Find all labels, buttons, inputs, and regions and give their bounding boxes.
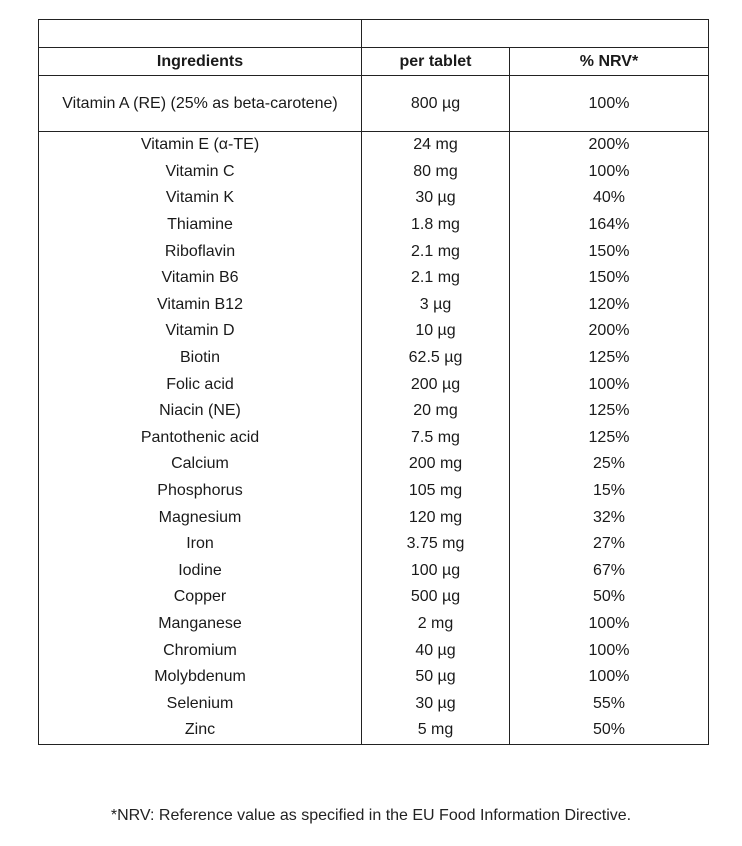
ingredient-cell: Thiamine <box>39 212 362 239</box>
table-row <box>39 318 709 345</box>
table-row <box>39 292 709 319</box>
table-row <box>39 398 709 425</box>
table-row <box>39 717 709 744</box>
per-tablet-cell: 20 mg <box>362 398 510 425</box>
per-tablet-cell: 2.1 mg <box>362 265 510 292</box>
table-row <box>39 345 709 372</box>
per-tablet-cell: 2 mg <box>362 611 510 638</box>
table-header-row <box>39 48 709 76</box>
table-row <box>39 212 709 239</box>
per-tablet-cell: 200 mg <box>362 451 510 478</box>
ingredient-cell: Molybdenum <box>39 664 362 691</box>
header-per-tablet: per tablet <box>362 48 510 76</box>
table-row <box>39 76 709 132</box>
per-tablet-cell: 50 µg <box>362 664 510 691</box>
nutrition-table <box>38 19 709 745</box>
table-row <box>39 238 709 265</box>
ingredient-cell: Iron <box>39 531 362 558</box>
header-nrv: % NRV* <box>510 48 709 76</box>
ingredient-cell: Calcium <box>39 451 362 478</box>
ingredient-cell: Zinc <box>39 717 362 744</box>
nrv-cell: 25% <box>510 451 709 478</box>
per-tablet-cell: 2.1 mg <box>362 238 510 265</box>
table-body <box>39 76 709 745</box>
ingredient-cell: Manganese <box>39 611 362 638</box>
ingredient-cell: Vitamin C <box>39 159 362 186</box>
per-tablet-cell: 30 µg <box>362 690 510 717</box>
nrv-cell: 125% <box>510 398 709 425</box>
per-tablet-cell: 24 mg <box>362 132 510 159</box>
ingredient-cell: Copper <box>39 584 362 611</box>
nrv-cell: 200% <box>510 132 709 159</box>
blank-cell-merged <box>362 20 709 48</box>
per-tablet-cell: 30 µg <box>362 185 510 212</box>
ingredient-cell: Biotin <box>39 345 362 372</box>
nrv-cell: 55% <box>510 690 709 717</box>
nrv-cell: 100% <box>510 637 709 664</box>
ingredient-cell: Selenium <box>39 690 362 717</box>
table-row <box>39 664 709 691</box>
header-ingredients: Ingredients <box>39 48 362 76</box>
per-tablet-cell: 800 µg <box>362 76 510 132</box>
ingredient-cell: Vitamin B12 <box>39 292 362 319</box>
table-row <box>39 478 709 505</box>
nrv-cell: 200% <box>510 318 709 345</box>
table-row <box>39 611 709 638</box>
per-tablet-cell: 5 mg <box>362 717 510 744</box>
nrv-cell: 150% <box>510 238 709 265</box>
ingredient-cell: Vitamin D <box>39 318 362 345</box>
nrv-cell: 50% <box>510 584 709 611</box>
per-tablet-cell: 7.5 mg <box>362 425 510 452</box>
nrv-cell: 50% <box>510 717 709 744</box>
table-row <box>39 690 709 717</box>
nrv-cell: 27% <box>510 531 709 558</box>
ingredient-cell: Chromium <box>39 637 362 664</box>
ingredient-cell: Vitamin K <box>39 185 362 212</box>
table-row <box>39 185 709 212</box>
nrv-cell: 67% <box>510 558 709 585</box>
per-tablet-cell: 40 µg <box>362 637 510 664</box>
ingredient-cell: Phosphorus <box>39 478 362 505</box>
nrv-cell: 100% <box>510 611 709 638</box>
per-tablet-cell: 500 µg <box>362 584 510 611</box>
table-blank-row <box>39 20 709 48</box>
per-tablet-cell: 3.75 mg <box>362 531 510 558</box>
nrv-cell: 164% <box>510 212 709 239</box>
ingredient-cell: Iodine <box>39 558 362 585</box>
table-row <box>39 637 709 664</box>
ingredient-cell: Folic acid <box>39 371 362 398</box>
table-row <box>39 265 709 292</box>
ingredient-cell: Niacin (NE) <box>39 398 362 425</box>
footnote: *NRV: Reference value as specified in the EU Food Information Directive. <box>110 807 632 824</box>
per-tablet-cell: 100 µg <box>362 558 510 585</box>
per-tablet-cell: 1.8 mg <box>362 212 510 239</box>
nrv-cell: 120% <box>510 292 709 319</box>
nrv-cell: 100% <box>510 76 709 132</box>
per-tablet-cell: 10 µg <box>362 318 510 345</box>
nrv-cell: 125% <box>510 345 709 372</box>
ingredient-cell: Magnesium <box>39 504 362 531</box>
ingredient-cell: Riboflavin <box>39 238 362 265</box>
table-row <box>39 584 709 611</box>
table-row <box>39 159 709 186</box>
table-row <box>39 558 709 585</box>
per-tablet-cell: 3 µg <box>362 292 510 319</box>
per-tablet-cell: 120 mg <box>362 504 510 531</box>
blank-cell <box>39 20 362 48</box>
per-tablet-cell: 80 mg <box>362 159 510 186</box>
nrv-cell: 100% <box>510 159 709 186</box>
nrv-cell: 15% <box>510 478 709 505</box>
ingredient-cell: Vitamin B6 <box>39 265 362 292</box>
table-row <box>39 132 709 159</box>
per-tablet-cell: 200 µg <box>362 371 510 398</box>
table-row <box>39 425 709 452</box>
nrv-cell: 32% <box>510 504 709 531</box>
table-row <box>39 371 709 398</box>
table-row <box>39 531 709 558</box>
table-row <box>39 504 709 531</box>
nrv-cell: 100% <box>510 664 709 691</box>
per-tablet-cell: 62.5 µg <box>362 345 510 372</box>
ingredient-cell: Vitamin A (RE) (25% as beta-carotene) <box>39 76 362 132</box>
table-row <box>39 451 709 478</box>
nrv-cell: 125% <box>510 425 709 452</box>
ingredient-cell: Pantothenic acid <box>39 425 362 452</box>
nrv-cell: 100% <box>510 371 709 398</box>
per-tablet-cell: 105 mg <box>362 478 510 505</box>
ingredient-cell: Vitamin E (α-TE) <box>39 132 362 159</box>
nrv-cell: 40% <box>510 185 709 212</box>
nrv-cell: 150% <box>510 265 709 292</box>
